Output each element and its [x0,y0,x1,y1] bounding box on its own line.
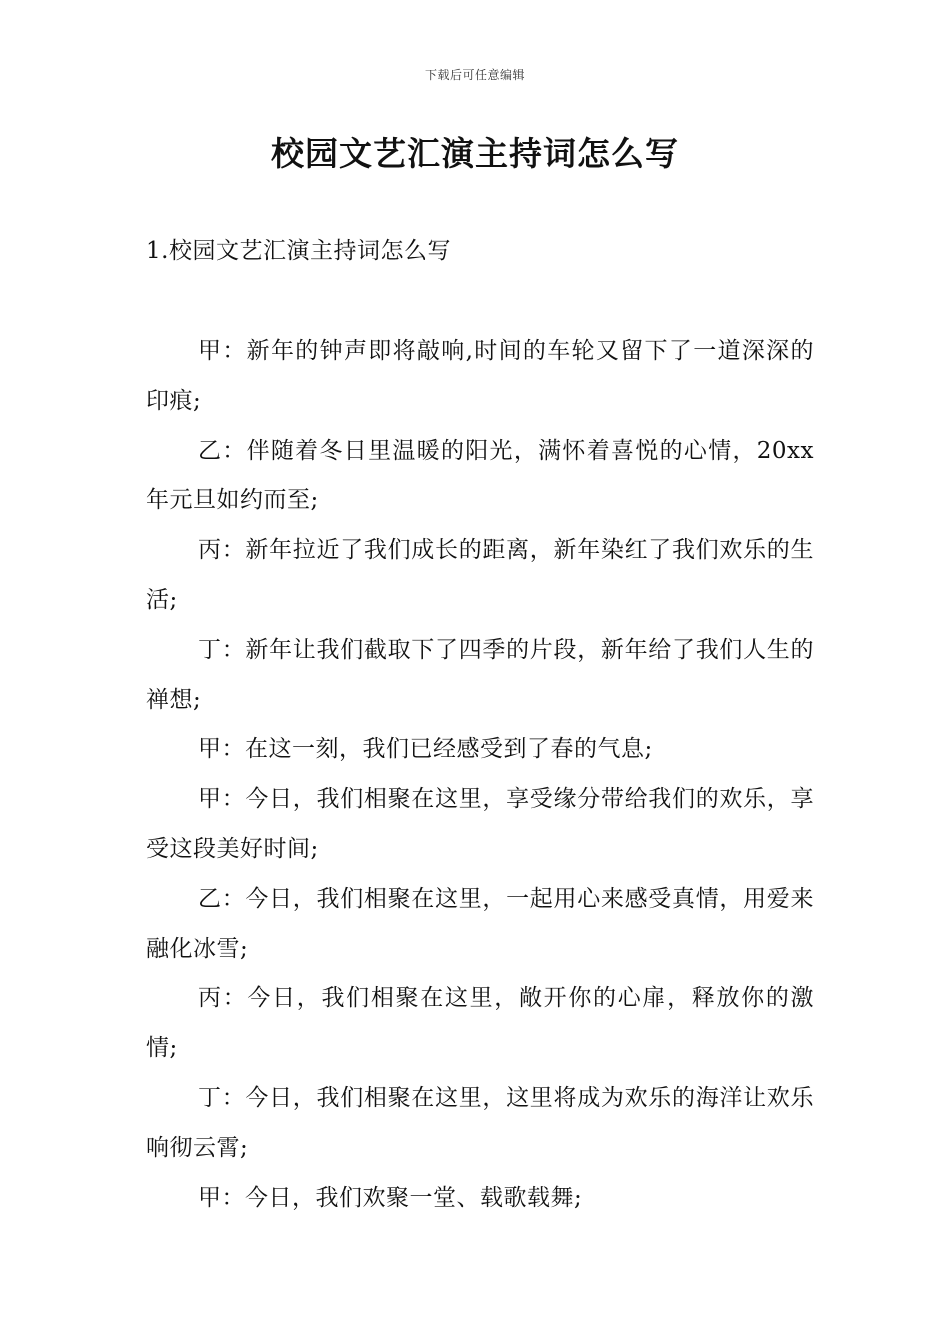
header-note: 下载后可任意编辑 [424,68,525,82]
paragraph-10: 甲：今日，我们欢聚一堂、载歌载舞; [198,1184,583,1211]
document-body [146,327,814,1223]
paragraph-4: 丁：新年让我们截取下了四季的片段，新年给了我们人生的禅想; [146,636,814,713]
paragraph-8: 丙：今日，我们相聚在这里，敞开你的心扉，释放你的激情; [146,985,814,1062]
document-title: 校园文艺汇演主持词怎么写 [271,134,679,173]
paragraph-6: 甲：今日，我们相聚在这里，享受缘分带给我们的欢乐，享受这段美好时间; [146,786,814,862]
paragraph-2: 乙：伴随着冬日里温暖的阳光，满怀着喜悦的心情，20xx年元旦如约而至; [146,437,814,514]
paragraph-5: 甲：在这一刻，我们已经感受到了春的气息; [198,736,653,763]
section-heading: 1.校园文艺汇演主持词怎么写 [146,238,451,264]
paragraph-7: 乙：今日，我们相聚在这里，一起用心来感受真情，用爱来融化冰雪; [146,885,814,962]
paragraph-9: 丁：今日，我们相聚在这里，这里将成为欢乐的海洋让欢乐响彻云霄; [146,1084,814,1161]
paragraph-3: 丙：新年拉近了我们成长的距离，新年染红了我们欢乐的生活; [146,537,814,613]
paragraph-1: 甲：新年的钟声即将敲响,时间的车轮又留下了一道深深的印痕; [146,338,814,414]
